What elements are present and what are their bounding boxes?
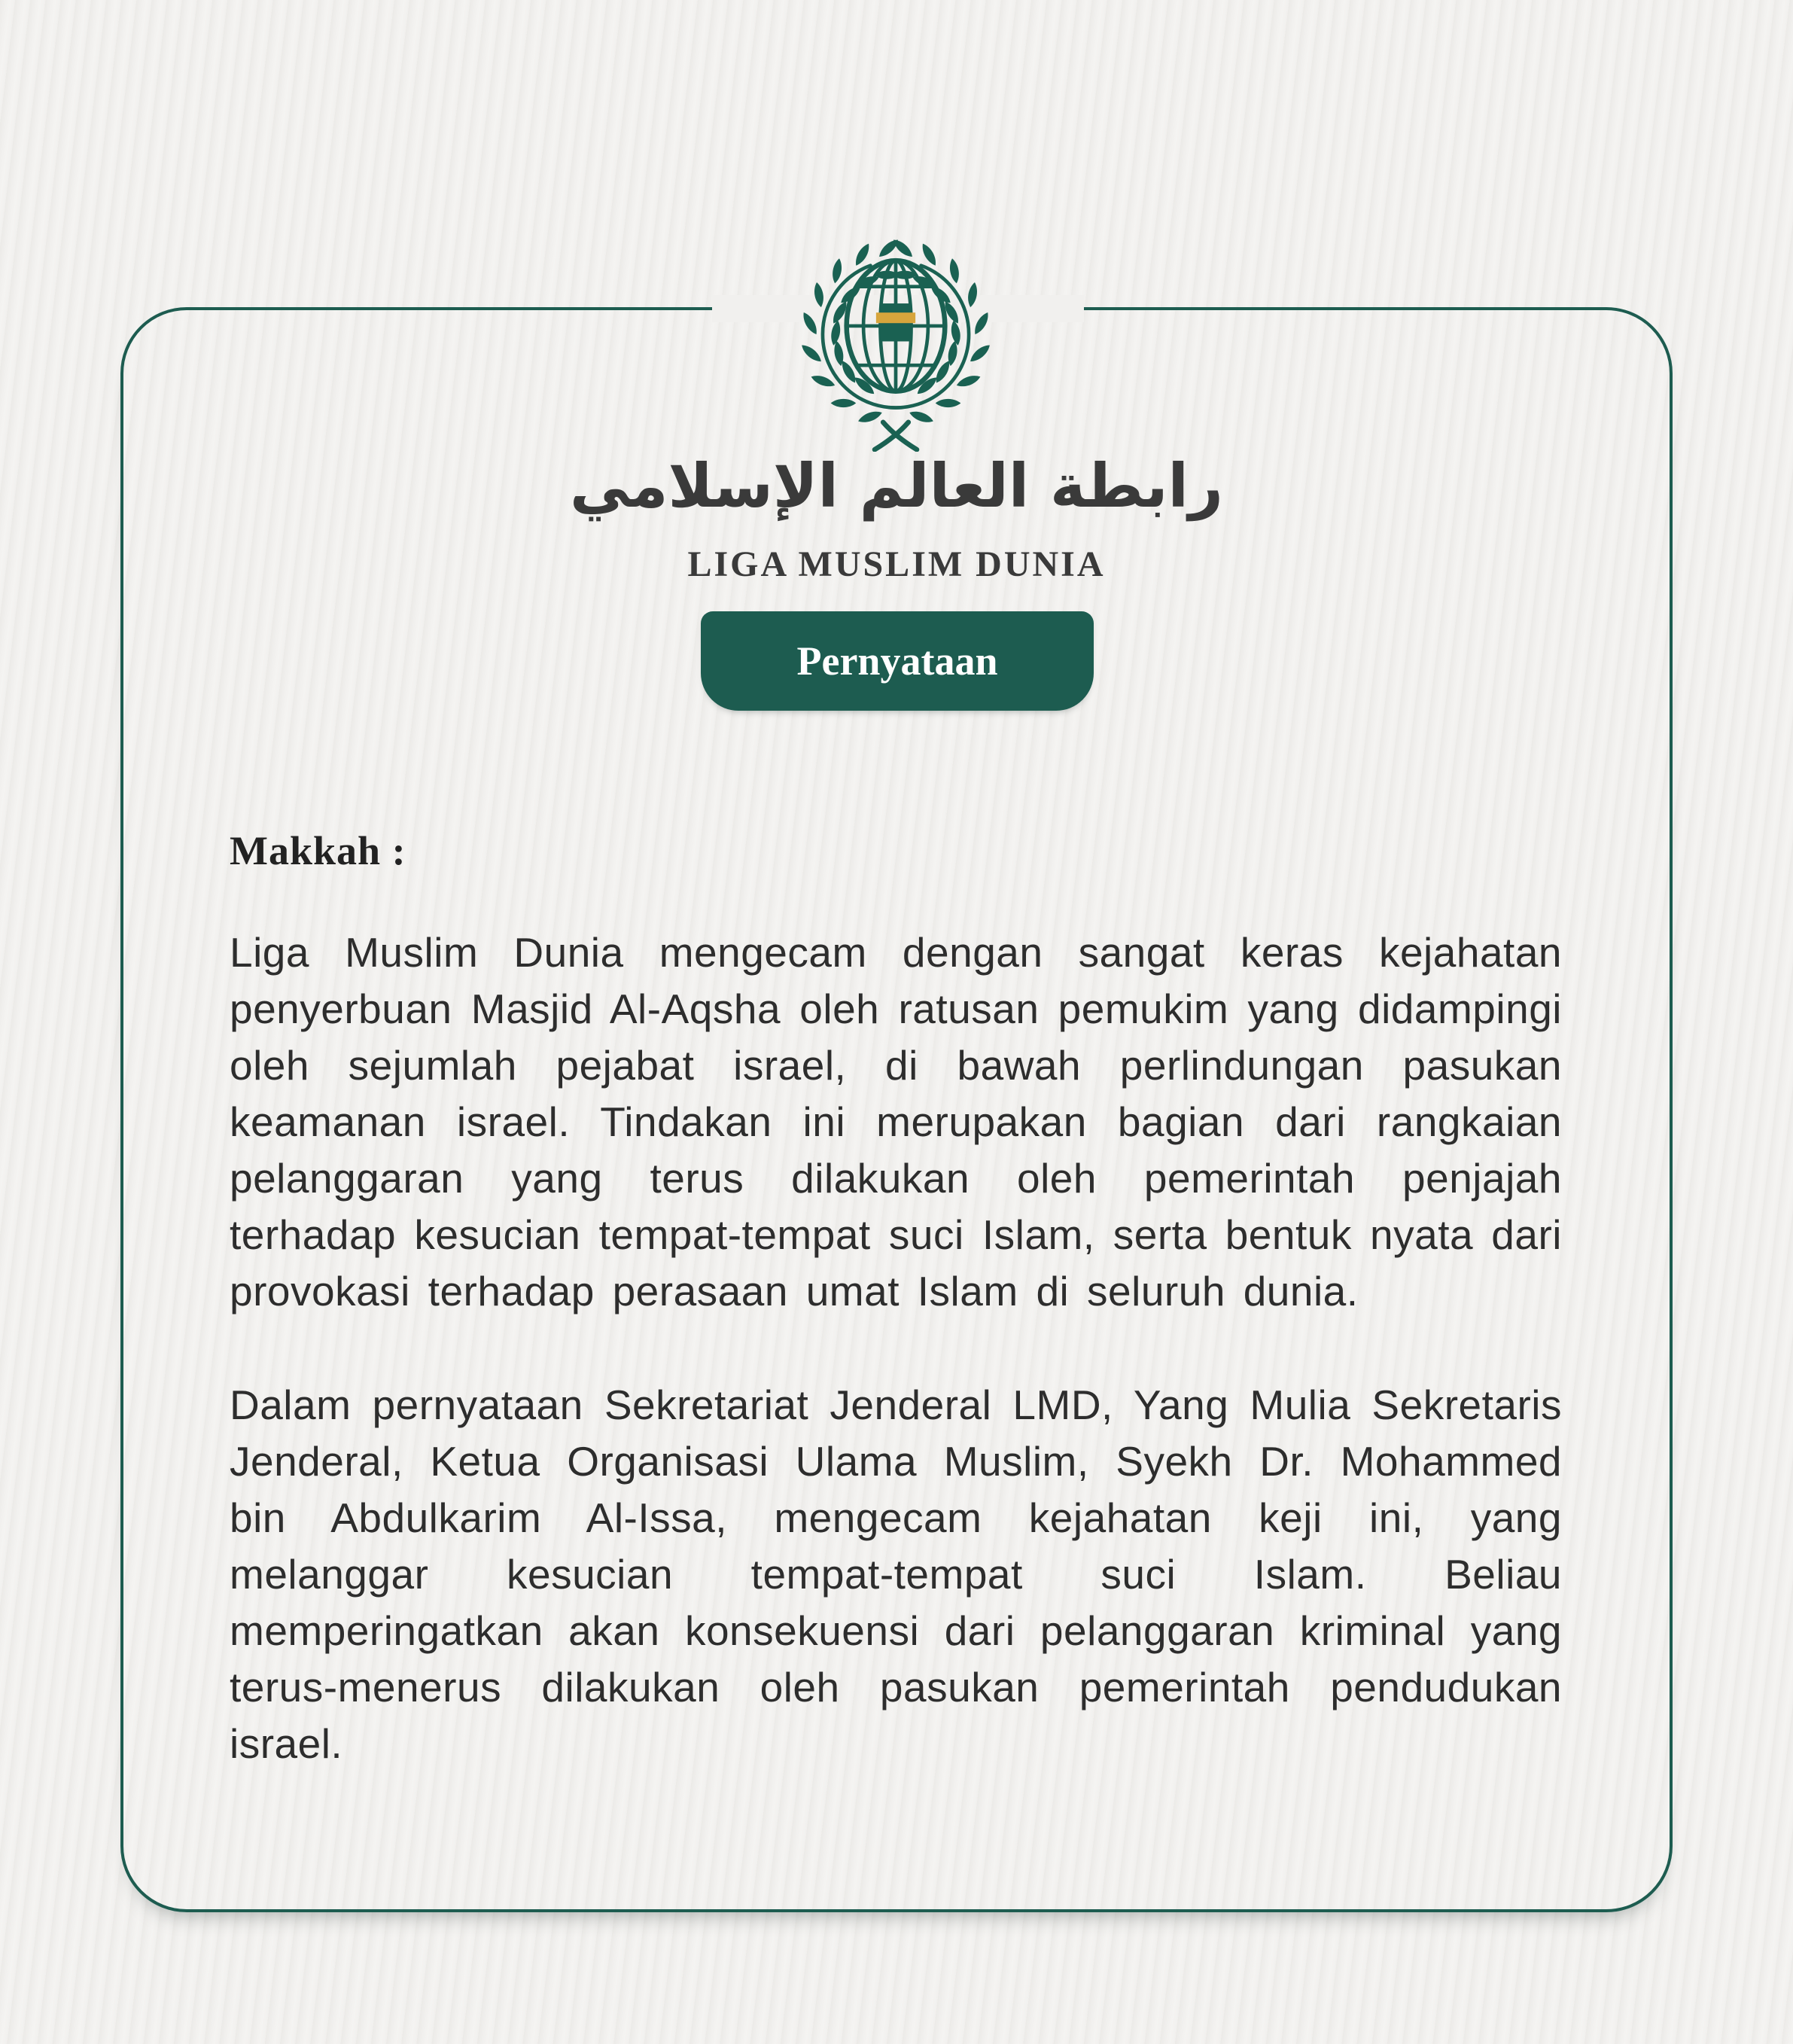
dateline: Makkah :: [230, 828, 406, 873]
pernyataan-badge[interactable]: Pernyataan: [701, 611, 1094, 711]
arabic-calligraphy: رابطة العالم الإسلامي: [570, 451, 1223, 521]
statement-paragraph: Dalam pernyataan Sekretariat Jenderal LMD, Yang Mulia Sekretaris Jenderal, Ketua Organisasi Ulama Muslim, Syekh Dr. Mohammed bin Abdulkarim Al-Issa, mengecam kejahatan keji ini, yang melanggar kesucian tempat-tempat suci Islam. Beliau memperingatkan akan konsekuensi dari pelanggaran kriminal yang terus-menerus dilakukan oleh pasukan pemerintah pendudukan israel.: [230, 1381, 1562, 1767]
kaaba-icon: [876, 303, 915, 341]
org-name: LIGA MUSLIM DUNIA: [687, 544, 1106, 584]
statement-paragraph: Liga Muslim Dunia mengecam dengan sangat keras kejahatan penyerbuan Masjid Al-Aqsha oleh ratusan pemukim yang didampingi oleh sejumlah pejabat israel, di bawah perlindungan pasukan keamanan israel. Tindakan ini merupakan bagian dari rangkaian pelanggaran yang terus dilakukan oleh pemerintah penjajah terhadap kesucian tempat-tempat suci Islam, serta bentuk nyata dari provokasi terhadap perasaan umat Islam di seluruh dunia.: [230, 929, 1562, 1314]
muslim-world-league-logo: [790, 220, 1001, 452]
